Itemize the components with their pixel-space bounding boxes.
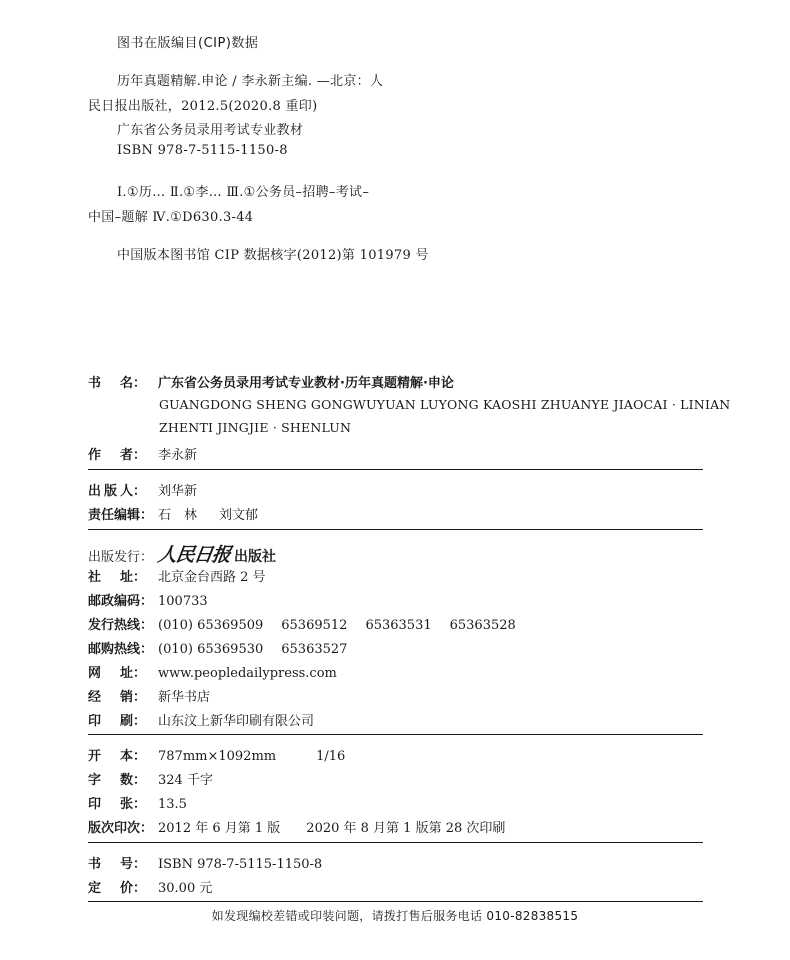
book-title-pinyin-cont: ZHENTI JINGJIE · SHENLUN <box>159 420 352 435</box>
row-mail-hotline: 邮购热线： (010) 65369530 65363527 <box>88 642 348 657</box>
cip-classification: Ⅰ.①历… Ⅱ.①李… Ⅲ.①公务员–招聘–考试– <box>117 185 370 200</box>
row-title: 书 名： 广东省公务员录用考试专业教材·历年真题精解·申论 <box>88 372 454 391</box>
row-author: 作 者： 李永新 <box>88 444 197 463</box>
publisher-person-value: 刘华新 <box>158 484 198 499</box>
divider <box>88 842 703 843</box>
row-printer: 印 刷： 山东汶上新华印刷有限公司 <box>88 710 314 729</box>
cip-series: 广东省公务员录用考试专业教材 <box>117 123 304 138</box>
service-notice: 如发现编校差错或印装问题，请拨打售后服务电话 010-82838515 <box>211 909 579 923</box>
mail-phone: (010) 65369530 <box>158 642 264 657</box>
format-fold: 1/16 <box>316 749 346 764</box>
row-website: 网 址： www.peopledailypress.com <box>88 666 337 681</box>
row-sales-hotline: 发行热线： (010) 65369509 65369512 65363531 65363528 <box>88 618 516 633</box>
publisher-suffix: 出版社 <box>234 549 277 565</box>
row-publisher-person: 出 版 人： 刘华新 <box>88 480 197 499</box>
seller-value: 新华书店 <box>158 690 211 705</box>
website-value: www.peopledailypress.com <box>158 666 337 681</box>
row-price: 定 价： 30.00 元 <box>88 877 212 896</box>
cip-record-number: 中国版本图书馆 CIP 数据核字(2012)第 101979 号 <box>117 248 429 263</box>
sales-phone: 65369512 <box>281 618 348 633</box>
sales-phone: 65363528 <box>449 618 516 633</box>
publisher-logo: 人民日报 <box>156 544 232 566</box>
divider <box>88 901 703 902</box>
editor-2: 刘文郁 <box>219 508 259 523</box>
format-size: 787mm×1092mm <box>158 749 277 764</box>
cip-heading: 图书在版编目(CIP)数据 <box>117 36 259 51</box>
author-value: 李永新 <box>158 448 198 463</box>
cip-classification-cont: 中国–题解 Ⅳ.①D630.3-44 <box>88 210 254 225</box>
words-value: 324 千字 <box>158 773 213 788</box>
row-isbn: 书 号： ISBN 978-7-5115-1150-8 <box>88 857 323 872</box>
book-title-pinyin: GUANGDONG SHENG GONGWUYUAN LUYONG KAOSHI ZHUANYE JIAOCAI · LINIAN <box>159 397 731 412</box>
row-postcode: 邮政编码： 100733 <box>88 594 208 609</box>
row-sheets: 印 张： 13.5 <box>88 797 187 812</box>
sales-phone: (010) 65369509 <box>158 618 264 633</box>
cip-isbn: ISBN 978-7-5115-1150-8 <box>117 143 288 158</box>
mail-phone: 65363527 <box>281 642 348 657</box>
cip-line: 历年真题精解.申论 / 李永新主编. —北京：人 <box>117 74 384 89</box>
sheets-value: 13.5 <box>158 797 187 812</box>
divider <box>88 529 703 530</box>
isbn-value: ISBN 978-7-5115-1150-8 <box>158 857 323 872</box>
first-edition: 2012 年 6 月第 1 版 <box>158 821 281 836</box>
printer-value: 山东汶上新华印刷有限公司 <box>158 714 315 729</box>
divider <box>88 469 703 470</box>
row-words: 字 数： 324 千字 <box>88 769 213 788</box>
row-distributor: 出版发行： 人民日报 出版社 <box>88 540 276 567</box>
price-value: 30.00 元 <box>158 881 213 896</box>
divider <box>88 734 703 735</box>
address-value: 北京金台西路 2 号 <box>158 570 266 585</box>
row-format: 开 本： 787mm×1092mm 1/16 <box>88 749 346 764</box>
row-seller: 经 销： 新华书店 <box>88 686 210 705</box>
row-editors: 责任编辑： 石 林 刘文郁 <box>88 504 258 523</box>
book-title: 广东省公务员录用考试专业教材·历年真题精解·申论 <box>158 376 454 391</box>
current-printing: 2020 年 8 月第 1 版第 28 次印刷 <box>306 821 506 836</box>
postcode-value: 100733 <box>158 594 208 609</box>
row-editions: 版次印次： 2012 年 6 月第 1 版 2020 年 8 月第 1 版第 28 次印刷 <box>88 817 505 836</box>
cip-line: 民日报出版社，2012.5(2020.8 重印) <box>88 99 318 114</box>
row-address: 社 址： 北京金台西路 2 号 <box>88 566 266 585</box>
editor-1: 石 林 <box>158 508 198 523</box>
sales-phone: 65363531 <box>365 618 432 633</box>
